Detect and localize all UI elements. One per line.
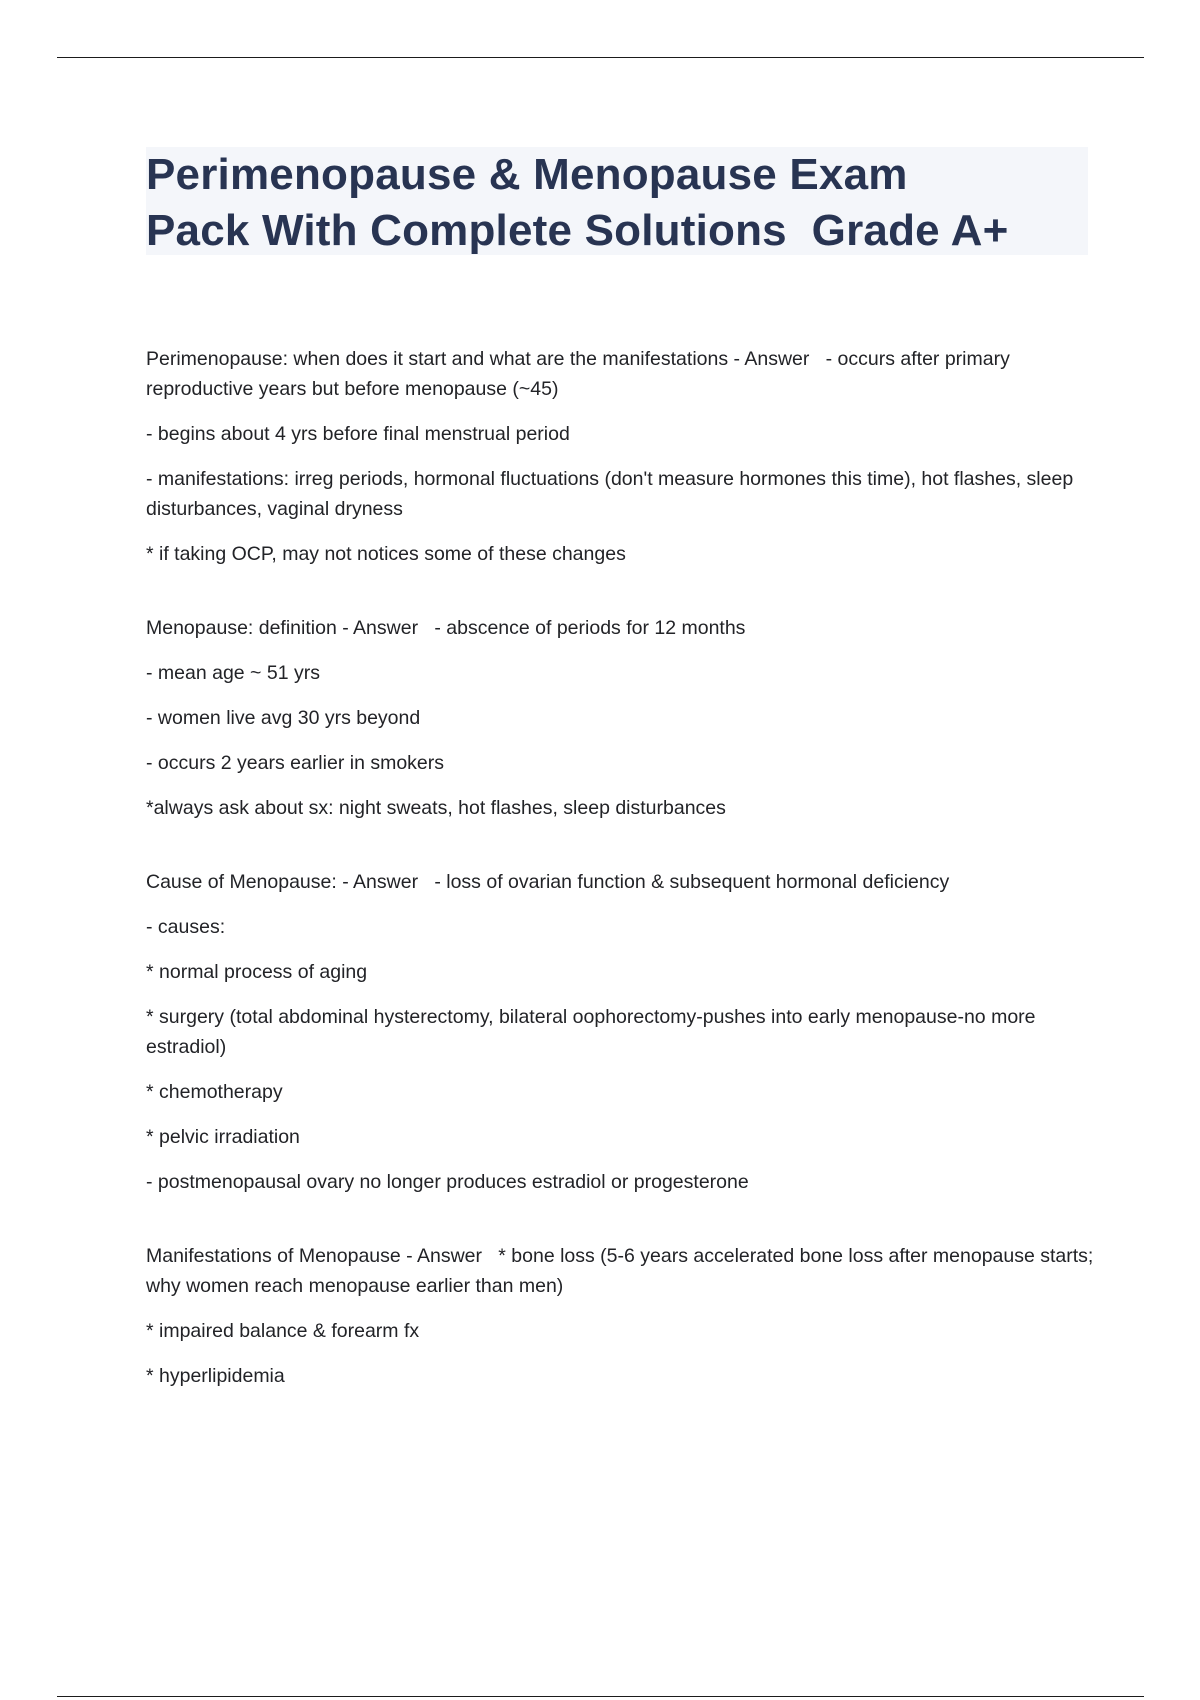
answer-line: * surgery (total abdominal hysterectomy, bilateral oophorectomy-pushes into early menopause-no more estradiol): [146, 1006, 1041, 1058]
answer-line: - begins about 4 yrs before final menstrual period: [146, 423, 570, 445]
qa-first-line: [146, 344, 1096, 404]
document-body: [146, 344, 1099, 1435]
qa-item: [146, 1241, 1099, 1391]
title-block: [146, 147, 1088, 255]
answer-line: * bone loss (5-6 years accelerated bone loss after menopause starts; why women reach menopause earlier than men): [146, 1245, 1099, 1297]
qa-first-line: [146, 1241, 1099, 1301]
question-text: Menopause: definition - Answer: [146, 617, 419, 639]
bottom-rule: [57, 1696, 1144, 1697]
answer-line: - women live avg 30 yrs beyond: [146, 707, 421, 729]
question-text: Perimenopause: when does it start and what are the manifestations - Answer: [146, 348, 810, 370]
answer-line: - causes:: [146, 916, 226, 938]
top-rule: [57, 57, 1144, 58]
answer-line: - abscence of periods for 12 months: [434, 617, 746, 639]
answer-line: - manifestations: irreg periods, hormonal fluctuations (don't measure hormones this time), hot flashes, sleep disturbances, vaginal dryness: [146, 468, 1079, 520]
qa-item: [146, 613, 1096, 823]
answer-line: - loss of ovarian function & subsequent hormonal deficiency: [434, 871, 950, 893]
title-line: Pack With Complete Solutions Grade A+: [146, 206, 1009, 255]
answer-line: * if taking OCP, may not notices some of these changes: [146, 543, 626, 565]
answer-line: - mean age ~ 51 yrs: [146, 662, 320, 684]
answer-line: - occurs 2 years earlier in smokers: [146, 752, 445, 774]
answer-line: * pelvic irradiation: [146, 1126, 300, 1148]
question-text: Manifestations of Menopause - Answer: [146, 1245, 483, 1267]
qa-item: [146, 867, 1096, 1197]
answer-line: * chemotherapy: [146, 1081, 283, 1103]
qa-first-line: [146, 613, 1096, 643]
title-line: Perimenopause & Menopause Exam: [146, 150, 908, 199]
qa-item: [146, 344, 1096, 569]
answer-line: * normal process of aging: [146, 961, 368, 983]
answer-line: - postmenopausal ovary no longer produces estradiol or progesterone: [146, 1171, 749, 1193]
qa-first-line: [146, 867, 1096, 897]
answer-line: * impaired balance & forearm fx: [146, 1320, 420, 1342]
answer-line: * hyperlipidemia: [146, 1365, 285, 1387]
question-text: Cause of Menopause: - Answer: [146, 871, 419, 893]
answer-line: *always ask about sx: night sweats, hot flashes, sleep disturbances: [146, 797, 726, 819]
answer-line: - occurs after primary reproductive years but before menopause (~45): [146, 348, 1016, 400]
page-title: [146, 147, 1088, 259]
